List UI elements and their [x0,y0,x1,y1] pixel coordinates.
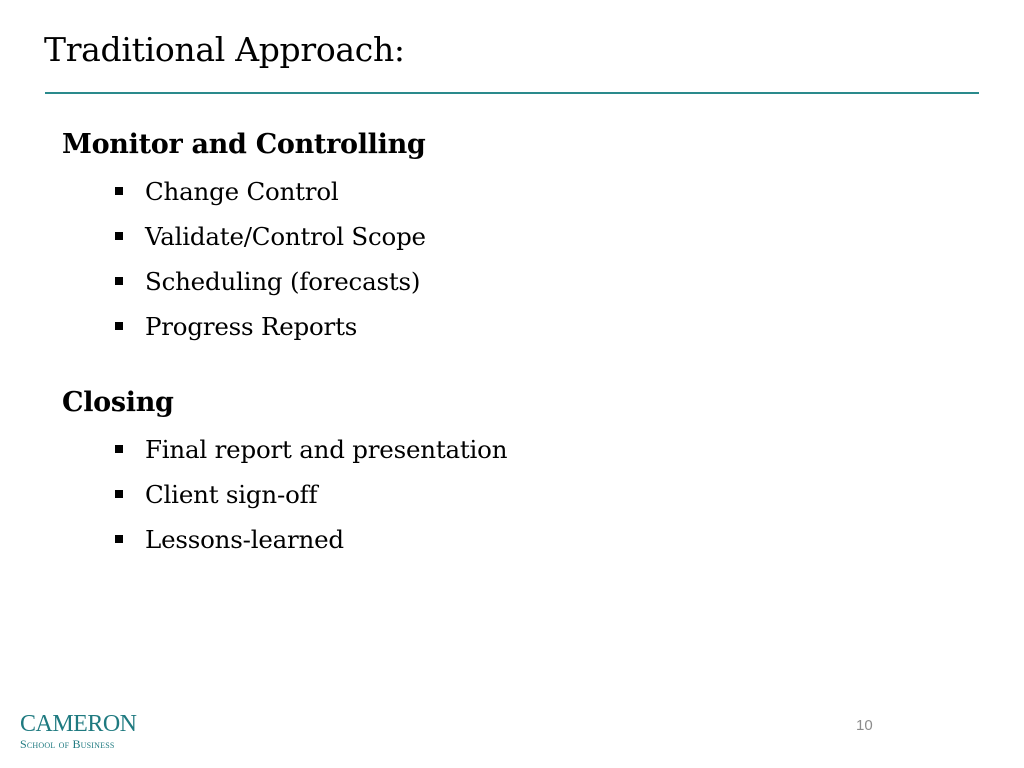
list-item-text: Client sign-off [145,480,318,509]
square-bullet-icon [115,535,123,543]
list-item-text: Progress Reports [145,312,358,341]
list-item-text: Final report and presentation [145,435,508,464]
square-bullet-icon [115,232,123,240]
square-bullet-icon [115,187,123,195]
square-bullet-icon [115,277,123,285]
slide-title: Traditional Approach: [44,30,405,69]
list-item [62,259,762,304]
slide-content [62,125,762,562]
bullet-list [62,169,762,349]
list-item-text: Scheduling (forecasts) [145,267,421,296]
list-item [62,304,762,349]
title-divider [45,92,979,94]
square-bullet-icon [115,322,123,330]
list-item-text: Validate/Control Scope [145,222,426,251]
section-heading: Closing [62,387,174,418]
list-item [62,517,762,562]
list-item [62,169,762,214]
page-number: 10 [856,717,873,734]
square-bullet-icon [115,490,123,498]
cameron-school-logo [20,712,150,754]
section-heading: Monitor and Controlling [62,129,426,160]
list-item-text: Lessons-learned [145,525,344,554]
square-bullet-icon [115,445,123,453]
list-item [62,427,762,472]
list-item [62,214,762,259]
section-monitor-and-controlling [62,125,762,349]
logo-name: CAMERON [20,711,137,737]
list-item [62,472,762,517]
bullet-list [62,427,762,562]
logo-subtitle: School of Business [20,737,115,751]
section-closing [62,383,762,562]
list-item-text: Change Control [145,177,339,206]
